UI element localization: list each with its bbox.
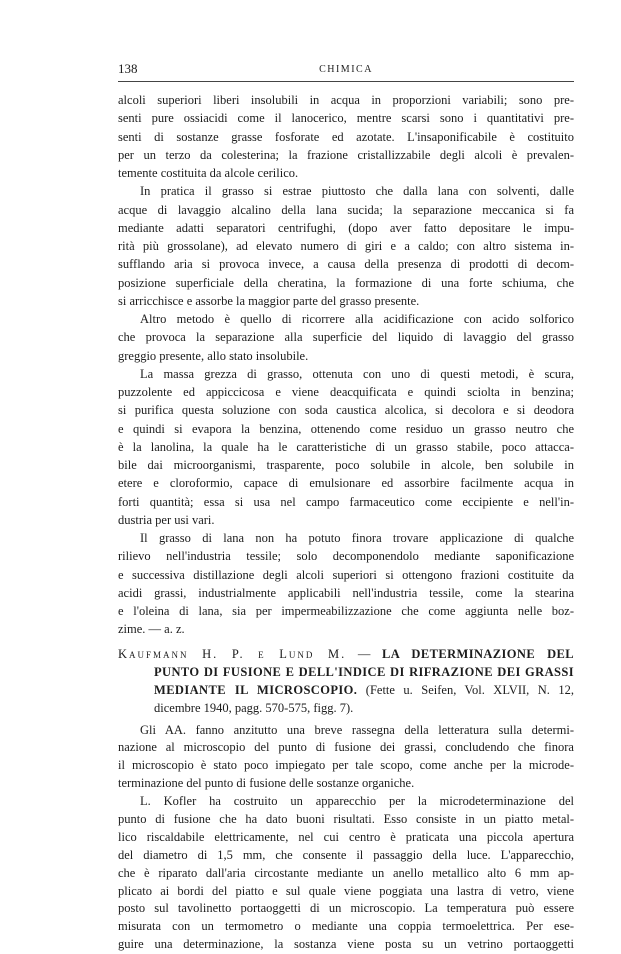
text-line: In pratica il grasso si estrae piuttosto che dalla lana con solventi, dalle xyxy=(118,182,574,200)
text-line: e l'oleina di lana, sia per impermeabilizzazione che come aggiunta nelle boz- xyxy=(118,602,574,620)
text-line: punto di fusione che ha dato buoni risultati. Esso consiste in un piatto metal- xyxy=(118,811,574,829)
text-line: mediante adatti separatori centrifughi, (dopo aver fatto depositare le impu- xyxy=(118,219,574,237)
reference-source: dicembre 1940, pagg. 570-575, figg. 7). xyxy=(154,701,353,715)
text-line: che è riparato dall'aria circostante mediante un anello metallico alto 6 mm ap- xyxy=(118,865,574,883)
reference-dash: — xyxy=(346,647,382,661)
text-line: lico riscaldabile elettricamente, nel cui centro è praticata una piccola apertura xyxy=(118,829,574,847)
page-number: 138 xyxy=(118,61,138,77)
text-line: Il grasso di lana non ha potuto finora trovare applicazione di qualche xyxy=(118,529,574,547)
text-line: rilievo nell'industria tessile; solo decomponendolo mediante saponificazione xyxy=(118,547,574,565)
reference-line xyxy=(118,645,574,663)
text-line: e successiva distillazione degli alcoli superiori si ottengono frazioni costituite da xyxy=(118,566,574,584)
text-line: misurata con un termometro o mediante una coppia termoelettrica. Per ese- xyxy=(118,918,574,936)
reference-title: PUNTO DI FUSIONE E DELL'INDICE DI RIFRAZIONE DEI GRASSI xyxy=(154,665,574,679)
text-line: acque di lavaggio alcalino della lana sucida; la separazione meccanica si fa xyxy=(118,201,574,219)
text-line: temente costituita da alcole cerilico. xyxy=(118,164,574,182)
text-line: forti quantità; essa si usa nel campo farmaceutico come eccipiente e nell'in- xyxy=(118,493,574,511)
reference-line xyxy=(118,699,574,717)
text-line: bile dai microorganismi, trasparente, poco solubile in alcole, ben solubile in xyxy=(118,456,574,474)
text-line: zime. — a. z. xyxy=(118,620,574,638)
text-line: acidi grassi, industrialmente applicabili nell'industria tessile, come la stearina xyxy=(118,584,574,602)
text-line: guire una determinazione, la sostanza viene posta su un vetrino portaoggetti xyxy=(118,936,574,954)
page-header xyxy=(118,61,574,82)
reference-source: (Fette u. Seifen, Vol. XLVII, N. 12, xyxy=(357,683,574,697)
text-line: alcoli superiori liberi insolubili in acqua in proporzioni variabili; sono pre- xyxy=(118,91,574,109)
text-line: sufflando aria si provoca invece, a causa della presenza di prodotti di decom- xyxy=(118,255,574,273)
text-line: nazione al microscopio del punto di fusione dei grassi, concludendo che finora xyxy=(118,739,574,757)
page-body xyxy=(118,91,574,954)
text-line: La massa grezza di grasso, ottenuta con uno di questi metodi, è scura, xyxy=(118,365,574,383)
reference-line xyxy=(118,663,574,681)
reference-title: LA DETERMINAZIONE DEL xyxy=(382,647,574,661)
text-line: L. Kofler ha costruito un apparecchio per la microdeterminazione del xyxy=(118,793,574,811)
text-line: Altro metodo è quello di ricorrere alla acidificazione con acido solforico xyxy=(118,310,574,328)
text-line: posto sul tavolinetto portaoggetti di un microscopio. La temperatura può essere xyxy=(118,900,574,918)
text-line: per un terzo da colesterina; la frazione cristallizzabile degli alcoli è prevalen- xyxy=(118,146,574,164)
text-line: posizione superficiale della cheratina, la formazione di una forte schiuma, che xyxy=(118,274,574,292)
text-line: senti di sostanze grasse fosforate ed azotate. L'insaponificabile è costituito xyxy=(118,128,574,146)
text-line: etere e cloroformio, capace di emulsionare ed assorbire facilmente acqua in xyxy=(118,474,574,492)
text-line: il microscopio è stato poco impiegato per tale scopo, come anche per la microde- xyxy=(118,757,574,775)
text-line: si arricchisce e assorbe la maggior parte del grasso presente. xyxy=(118,292,574,310)
running-title: CHIMICA xyxy=(118,64,574,75)
article-lanolin xyxy=(118,91,574,639)
reference-title: MEDIANTE IL MICROSCOPIO. xyxy=(154,683,357,697)
text-line: plicato ai bordi del piatto e sul quale viene poggiata una lastra di vetro, viene xyxy=(118,883,574,901)
text-line: terminazione del punto di fusione delle sostanze organiche. xyxy=(118,775,574,793)
text-line: è la lanolina, la quale ha le caratteristiche di un grasso stabile, poco attacca- xyxy=(118,438,574,456)
text-line: dustria per usi vari. xyxy=(118,511,574,529)
text-line: puzzolente ed appiccicosa e viene deacquificata e quindi sciolta in benzina; xyxy=(118,383,574,401)
reference-authors: Kaufmann H. P. e Lund M. xyxy=(118,647,346,661)
text-line: che provoca la separazione alla superficie del liquido di lavaggio del grasso xyxy=(118,328,574,346)
article-microscope xyxy=(118,722,574,954)
article-reference-heading xyxy=(118,645,574,717)
reference-line xyxy=(118,681,574,699)
text-line: del diametro di 1,5 mm, che consente il passaggio della luce. L'apparecchio, xyxy=(118,847,574,865)
text-line: rità più grossolane), ad elevato numero di giri e a caldo; con altro sistema in- xyxy=(118,237,574,255)
text-line: Gli AA. fanno anzitutto una breve rassegna della letteratura sulla determi- xyxy=(118,722,574,740)
text-line: e quindi si evapora la benzina, ottenendo come residuo un grasso neutro che xyxy=(118,420,574,438)
text-line: si purifica questa soluzione con soda caustica alcolica, si decolora e si deodora xyxy=(118,401,574,419)
text-line: senti pure ossiacidi come il lanocerico, mentre scarsi sono i quantitativi pre- xyxy=(118,109,574,127)
text-line: greggio presente, allo stato insolubile. xyxy=(118,347,574,365)
